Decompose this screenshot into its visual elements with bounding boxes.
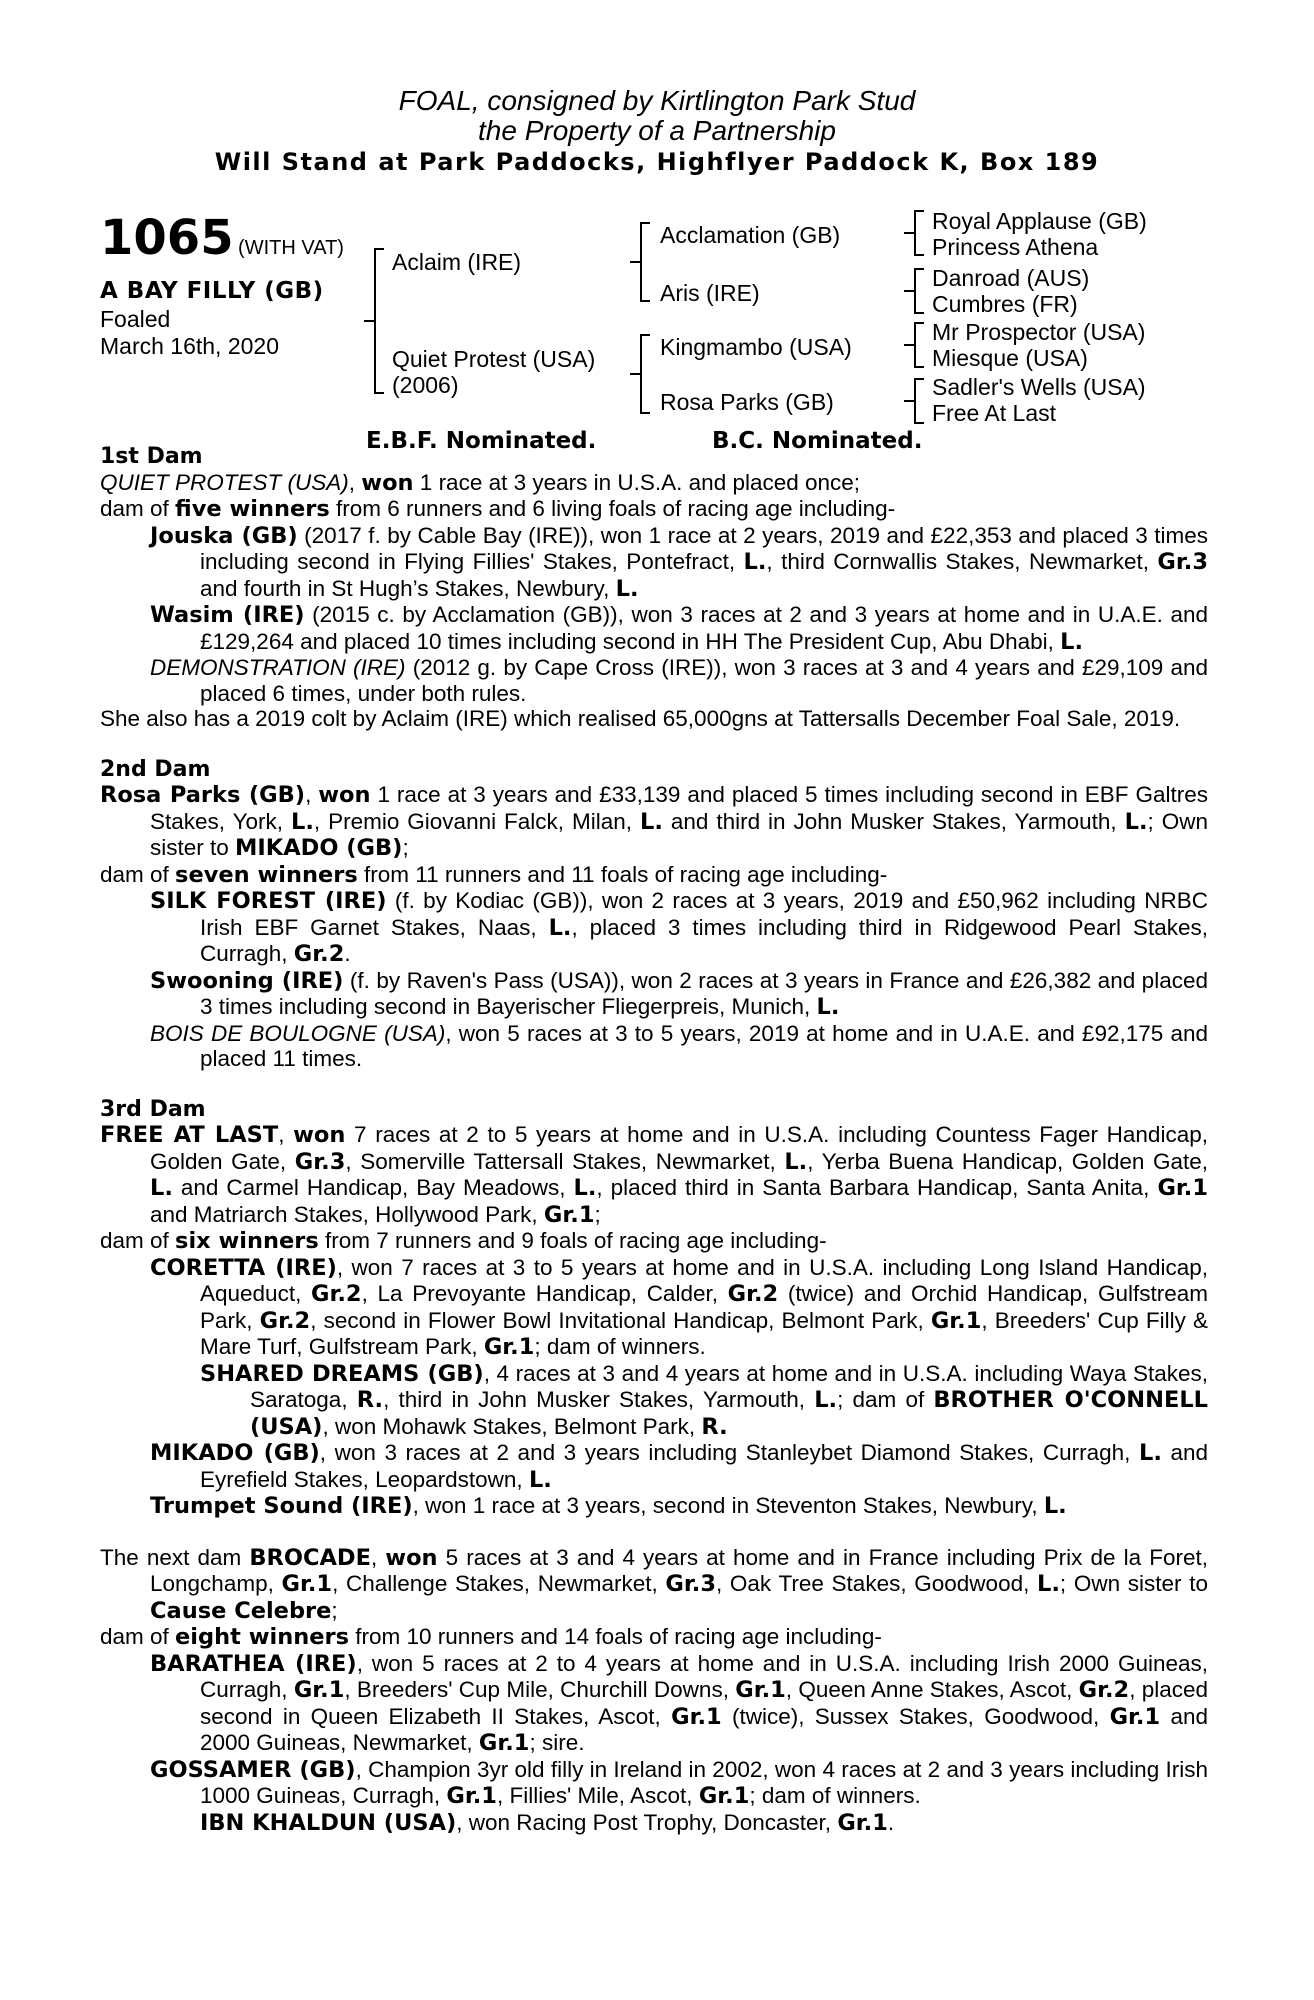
produce-trumpet-sound: Trumpet Sound (IRE), won 1 race at 3 years, second in Steventon Stakes, Newbury, L. (150, 1493, 1067, 1519)
sdd: Cumbres (FR) (932, 291, 1078, 317)
next-dam-produce: dam of eight winners from 10 runners and 14 foals of racing age including- (100, 1624, 882, 1650)
first-dam-heading: 1st Dam (100, 444, 203, 469)
third-dam-heading: 3rd Dam (100, 1096, 206, 1122)
lot-number-block (100, 210, 344, 266)
foaled-date: March 16th, 2020 (100, 333, 280, 359)
sire-sire: Acclamation (GB) (660, 222, 841, 248)
vat-note: (WITH VAT) (238, 237, 344, 259)
produce-barathea: BARATHEA (IRE), won 5 races at 2 to 4 years at home and in U.S.A. including Irish 2000 Guineas, Curragh, Gr.1, Breeders' Cup Mile, Churchill Downs, Gr.1, Queen Anne Stakes, Ascot, Gr.2, placed second in Queen Elizabeth II Stakes, Ascot, Gr.1 (twice), Sussex Stakes, Goodwood, Gr.1 and 2000 Guineas, Newmarket, Gr.1; sire. (150, 1650, 1209, 1756)
produce-silk-forest: SILK FOREST (IRE) (f. by Kodiac (GB)), won 2 races at 3 years, 2019 and £50,962 including NRBC Irish EBF Garnet Stakes, Naas, L., placed 3 times including third in Ridgewood Pearl Stakes, Curragh, Gr.2. (150, 888, 1208, 967)
lot-number: 1065 (100, 210, 234, 266)
third-dam-record: FREE AT LAST, won 7 races at 2 to 5 years at home and in U.S.A. including Countess Fager Handicap, Golden Gate, Gr.3, Somerville Tattersall Stakes, Newmarket, L., Yerba Buena Handicap, Golden Gate, L. and Carmel Handicap, Bay Meadows, L., placed third in Santa Barbara Handicap, Santa Anita, Gr.1 and Matriarch Stakes, Hollywood Park, Gr.1; (100, 1122, 1208, 1228)
sds: Danroad (AUS) (932, 265, 1090, 291)
second-dam-produce: dam of seven winners from 11 runners and 11 foals of racing age including- (100, 861, 888, 888)
consignor-line: FOAL, consigned by Kirtlington Park Stud (398, 85, 916, 116)
dam-sire: Kingmambo (USA) (660, 334, 852, 360)
produce-swooning: Swooning (IRE) (f. by Raven's Pass (USA)), won 2 races at 3 years in France and £26,382 and placed 3 times including second in Bayerischer Fliegerpreis, Munich, L. (150, 967, 1208, 1020)
produce-record (100, 444, 1208, 1836)
second-dam-heading: 2nd Dam (100, 756, 211, 782)
dam-year: (2006) (392, 372, 459, 398)
produce-demonstration: DEMONSTRATION (IRE) (2012 g. by Cape Cross (IRE)), won 3 races at 3 and 4 years and £29,109 and placed 6 times, under both rules. (150, 655, 1209, 706)
produce-shared-dreams: SHARED DREAMS (GB), 4 races at 3 and 4 years at home and in U.S.A. including Waya Stakes, Saratoga, R., third in John Musker Stakes, Yarmouth, L.; dam of BROTHER O'CONNELL (USA), won Mohawk Stakes, Belmont Park, R. (200, 1360, 1209, 1440)
produce-ibn-khaldun: IBN KHALDUN (USA), won Racing Post Trophy, Doncaster, Gr.1. (200, 1809, 895, 1836)
ebf-nominated: E.B.F. Nominated. (366, 428, 597, 454)
dam: Quiet Protest (USA) (392, 346, 596, 372)
dds: Sadler's Wells (USA) (932, 374, 1146, 400)
brace-ss (914, 210, 930, 256)
produce-jouska: Jouska (GB) (2017 f. by Cable Bay (IRE)), won 1 race at 2 years, 2019 and £22,353 and placed 3 times including second in Flying Fillies' Stakes, Pontefract, L., third Cornwallis Stakes, Newmarket, Gr.3 and fourth in St Hugh’s Stakes, Newbury, L. (150, 522, 1209, 602)
first-dam-record: QUIET PROTEST (USA), won 1 race at 3 years in U.S.A. and placed once; (100, 469, 861, 496)
produce-mikado: MIKADO (GB), won 3 races at 2 and 3 years including Stanleybet Diamond Stakes, Curragh, L. and Eyrefield Stakes, Leopardstown, L. (150, 1440, 1209, 1493)
horse-description: A BAY FILLY (GB) (100, 278, 324, 304)
property-line: the Property of a Partnership (478, 115, 836, 146)
brace-sd (914, 268, 930, 314)
dam-parents-brace (640, 334, 656, 414)
sss: Royal Applause (GB) (932, 208, 1147, 234)
sire-dam: Aris (IRE) (660, 280, 760, 306)
sire-parents-brace (640, 222, 656, 302)
produce-bois-de-boulogne: BOIS DE BOULOGNE (USA), won 5 races at 3 to 5 years, 2019 at home and in U.A.E. and £92,175 and placed 11 times. (150, 1020, 1208, 1071)
brace-ds (914, 322, 930, 368)
produce-wasim: Wasim (IRE) (2015 c. by Acclamation (GB)), won 3 races at 2 and 3 years at home and in U.A.E. and £129,264 and placed 10 times including second in HH The President Cup, Abu Dhabi, L. (150, 602, 1208, 655)
second-dam-record: Rosa Parks (GB), won 1 race at 3 years and £33,139 and placed 5 times including second in EBF Galtres Stakes, York, L., Premio Giovanni Falck, Milan, L. and third in John Musker Stakes, Yarmouth, L.; Own sister to MIKADO (GB); (100, 782, 1208, 861)
ddd: Free At Last (932, 400, 1057, 426)
sire-dam-brace (374, 248, 390, 394)
foaled-label: Foaled (100, 306, 171, 332)
first-dam-produce: dam of five winners from 6 runners and 6 living foals of racing age including- (100, 496, 896, 522)
ssd: Princess Athena (932, 234, 1099, 260)
dss: Mr Prospector (USA) (932, 319, 1146, 345)
dsd: Miesque (USA) (932, 345, 1088, 371)
brace-dd (914, 378, 930, 424)
first-dam-note: She also has a 2019 colt by Aclaim (IRE) which realised 65,000gns at Tattersalls December Foal Sale, 2019. (100, 706, 1181, 731)
bc-nominated: B.C. Nominated. (712, 428, 923, 454)
dam-dam: Rosa Parks (GB) (660, 389, 834, 415)
sire: Aclaim (IRE) (392, 249, 522, 275)
third-dam-produce: dam of six winners from 7 runners and 9 foals of racing age including- (100, 1228, 827, 1254)
next-dam-record: The next dam BROCADE, won 5 races at 3 and 4 years at home and in France including Prix de la Foret, Longchamp, Gr.1, Challenge Stakes, Newmarket, Gr.3, Oak Tree Stakes, Goodwood, L.; Own sister to Cause Celebre; (100, 1544, 1208, 1624)
stand-location-line: Will Stand at Park Paddocks, Highflyer Paddock K, Box 189 (214, 148, 1100, 176)
produce-coretta: CORETTA (IRE), won 7 races at 3 to 5 years at home and in U.S.A. including Long Island Handicap, Aqueduct, Gr.2, La Prevoyante Handicap, Calder, Gr.2 (twice) and Orchid Handicap, Gulfstream Park, Gr.2, second in Flower Bowl Invitational Handicap, Belmont Park, Gr.1, Breeders' Cup Filly & Mare Turf, Gulfstream Park, Gr.1; dam of winners. (150, 1254, 1208, 1360)
produce-gossamer: GOSSAMER (GB), Champion 3yr old filly in Ireland in 2002, won 4 races at 2 and 3 years including Irish 1000 Guineas, Curragh, Gr.1, Fillies' Mile, Ascot, Gr.1; dam of winners. (150, 1756, 1209, 1809)
